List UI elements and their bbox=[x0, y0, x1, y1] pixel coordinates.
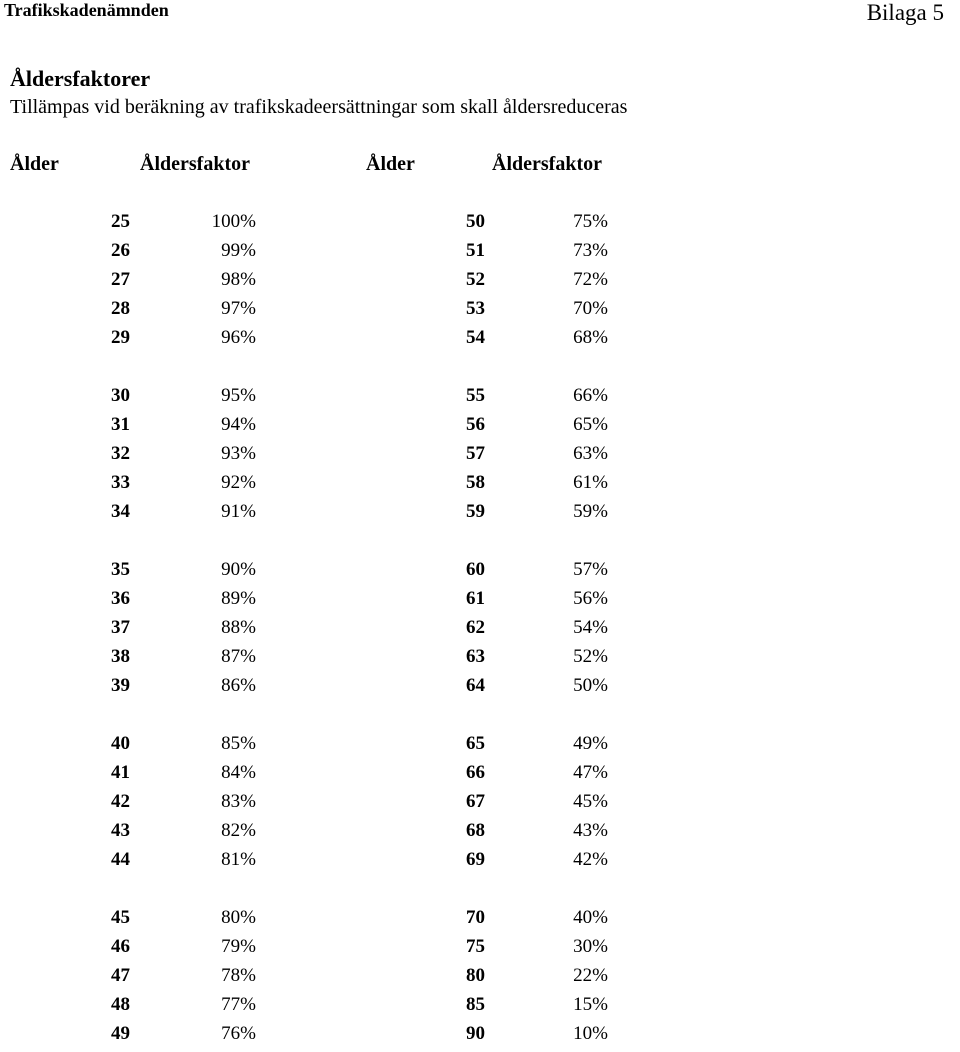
factor-left: 96% bbox=[221, 327, 256, 348]
organization-name: Trafikskadenämnden bbox=[4, 0, 169, 20]
factor-left: 98% bbox=[221, 269, 256, 290]
factor-left: 97% bbox=[221, 298, 256, 319]
age-left: 40 bbox=[111, 733, 130, 754]
column-header-age-2: Ålder bbox=[366, 153, 415, 175]
age-left: 41 bbox=[111, 762, 130, 783]
factor-right: 43% bbox=[573, 820, 608, 841]
table-row bbox=[0, 588, 960, 617]
factor-left: 93% bbox=[221, 443, 256, 464]
age-right: 61 bbox=[466, 588, 485, 609]
age-right: 67 bbox=[466, 791, 485, 812]
age-right: 90 bbox=[466, 1023, 485, 1044]
age-left: 43 bbox=[111, 820, 130, 841]
age-right: 54 bbox=[466, 327, 485, 348]
table-row bbox=[0, 646, 960, 675]
table-row bbox=[0, 791, 960, 820]
factor-left: 95% bbox=[221, 385, 256, 406]
age-right: 64 bbox=[466, 675, 485, 696]
age-right: 53 bbox=[466, 298, 485, 319]
age-left: 29 bbox=[111, 327, 130, 348]
age-left: 48 bbox=[111, 994, 130, 1015]
age-left: 26 bbox=[111, 240, 130, 261]
factor-left: 99% bbox=[221, 240, 256, 261]
age-right: 66 bbox=[466, 762, 485, 783]
factor-right: 50% bbox=[573, 675, 608, 696]
factor-left: 86% bbox=[221, 675, 256, 696]
factor-right: 42% bbox=[573, 849, 608, 870]
age-left: 28 bbox=[111, 298, 130, 319]
age-right: 59 bbox=[466, 501, 485, 522]
factor-left: 90% bbox=[221, 559, 256, 580]
age-left: 38 bbox=[111, 646, 130, 667]
factor-right: 57% bbox=[573, 559, 608, 580]
column-header-age-1: Ålder bbox=[10, 153, 59, 175]
age-left: 27 bbox=[111, 269, 130, 290]
age-right: 60 bbox=[466, 559, 485, 580]
age-left: 36 bbox=[111, 588, 130, 609]
age-right: 70 bbox=[466, 907, 485, 928]
factor-right: 47% bbox=[573, 762, 608, 783]
age-left: 34 bbox=[111, 501, 130, 522]
factor-right: 40% bbox=[573, 907, 608, 928]
factor-right: 54% bbox=[573, 617, 608, 638]
age-right: 57 bbox=[466, 443, 485, 464]
age-right: 65 bbox=[466, 733, 485, 754]
table-row bbox=[0, 327, 960, 356]
factor-left: 100% bbox=[211, 211, 256, 232]
column-header-factor-1: Åldersfaktor bbox=[140, 153, 250, 175]
page-title: Åldersfaktorer bbox=[10, 66, 151, 91]
table-row bbox=[0, 617, 960, 646]
factor-right: 66% bbox=[573, 385, 608, 406]
table-row bbox=[0, 414, 960, 443]
age-right: 85 bbox=[466, 994, 485, 1015]
age-left: 39 bbox=[111, 675, 130, 696]
age-right: 69 bbox=[466, 849, 485, 870]
table-row bbox=[0, 675, 960, 704]
age-right: 55 bbox=[466, 385, 485, 406]
table-row bbox=[0, 298, 960, 327]
table-row bbox=[0, 472, 960, 501]
factor-right: 52% bbox=[573, 646, 608, 667]
age-right: 51 bbox=[466, 240, 485, 261]
age-right: 58 bbox=[466, 472, 485, 493]
age-right: 52 bbox=[466, 269, 485, 290]
table-row bbox=[0, 501, 960, 530]
table-row bbox=[0, 733, 960, 762]
age-left: 47 bbox=[111, 965, 130, 986]
table-row bbox=[0, 762, 960, 791]
factor-left: 94% bbox=[221, 414, 256, 435]
age-right: 50 bbox=[466, 211, 485, 232]
table-row bbox=[0, 936, 960, 965]
factor-right: 49% bbox=[573, 733, 608, 754]
age-right: 56 bbox=[466, 414, 485, 435]
age-left: 42 bbox=[111, 791, 130, 812]
age-left: 46 bbox=[111, 936, 130, 957]
age-left: 35 bbox=[111, 559, 130, 580]
column-header-factor-2: Åldersfaktor bbox=[492, 153, 602, 175]
factor-right: 61% bbox=[573, 472, 608, 493]
table-row bbox=[0, 965, 960, 994]
factor-right: 10% bbox=[573, 1023, 608, 1044]
factor-left: 91% bbox=[221, 501, 256, 522]
factor-right: 15% bbox=[573, 994, 608, 1015]
factor-left: 79% bbox=[221, 936, 256, 957]
appendix-label: Bilaga 5 bbox=[866, 0, 944, 25]
age-right: 80 bbox=[466, 965, 485, 986]
factor-right: 56% bbox=[573, 588, 608, 609]
factor-right: 68% bbox=[573, 327, 608, 348]
table-row bbox=[0, 559, 960, 588]
factor-left: 82% bbox=[221, 820, 256, 841]
factor-right: 30% bbox=[573, 936, 608, 957]
table-row bbox=[0, 820, 960, 849]
age-left: 32 bbox=[111, 443, 130, 464]
factor-right: 72% bbox=[573, 269, 608, 290]
factor-right: 22% bbox=[573, 965, 608, 986]
factor-right: 59% bbox=[573, 501, 608, 522]
factor-left: 83% bbox=[221, 791, 256, 812]
factor-left: 85% bbox=[221, 733, 256, 754]
table-row bbox=[0, 849, 960, 878]
age-left: 49 bbox=[111, 1023, 130, 1044]
table-row bbox=[0, 269, 960, 298]
age-left: 25 bbox=[111, 211, 130, 232]
age-right: 75 bbox=[466, 936, 485, 957]
factor-left: 92% bbox=[221, 472, 256, 493]
factor-left: 88% bbox=[221, 617, 256, 638]
factor-right: 63% bbox=[573, 443, 608, 464]
table-row bbox=[0, 443, 960, 472]
factor-left: 89% bbox=[221, 588, 256, 609]
age-left: 33 bbox=[111, 472, 130, 493]
table-row bbox=[0, 211, 960, 240]
page-subtitle: Tillämpas vid beräkning av trafikskadeersättningar som skall åldersreduceras bbox=[10, 96, 628, 118]
factor-left: 81% bbox=[221, 849, 256, 870]
factor-left: 76% bbox=[221, 1023, 256, 1044]
factor-left: 78% bbox=[221, 965, 256, 986]
age-right: 68 bbox=[466, 820, 485, 841]
table-row bbox=[0, 240, 960, 269]
age-left: 30 bbox=[111, 385, 130, 406]
factor-left: 84% bbox=[221, 762, 256, 783]
factor-right: 70% bbox=[573, 298, 608, 319]
age-right: 62 bbox=[466, 617, 485, 638]
age-left: 31 bbox=[111, 414, 130, 435]
age-left: 44 bbox=[111, 849, 130, 870]
factor-right: 73% bbox=[573, 240, 608, 261]
age-left: 37 bbox=[111, 617, 130, 638]
factor-left: 77% bbox=[221, 994, 256, 1015]
table-row bbox=[0, 994, 960, 1023]
factor-left: 87% bbox=[221, 646, 256, 667]
table-row bbox=[0, 385, 960, 414]
table-row bbox=[0, 1023, 960, 1052]
factor-left: 80% bbox=[221, 907, 256, 928]
age-left: 45 bbox=[111, 907, 130, 928]
factor-right: 45% bbox=[573, 791, 608, 812]
age-right: 63 bbox=[466, 646, 485, 667]
factor-right: 65% bbox=[573, 414, 608, 435]
factor-right: 75% bbox=[573, 211, 608, 232]
table-row bbox=[0, 907, 960, 936]
